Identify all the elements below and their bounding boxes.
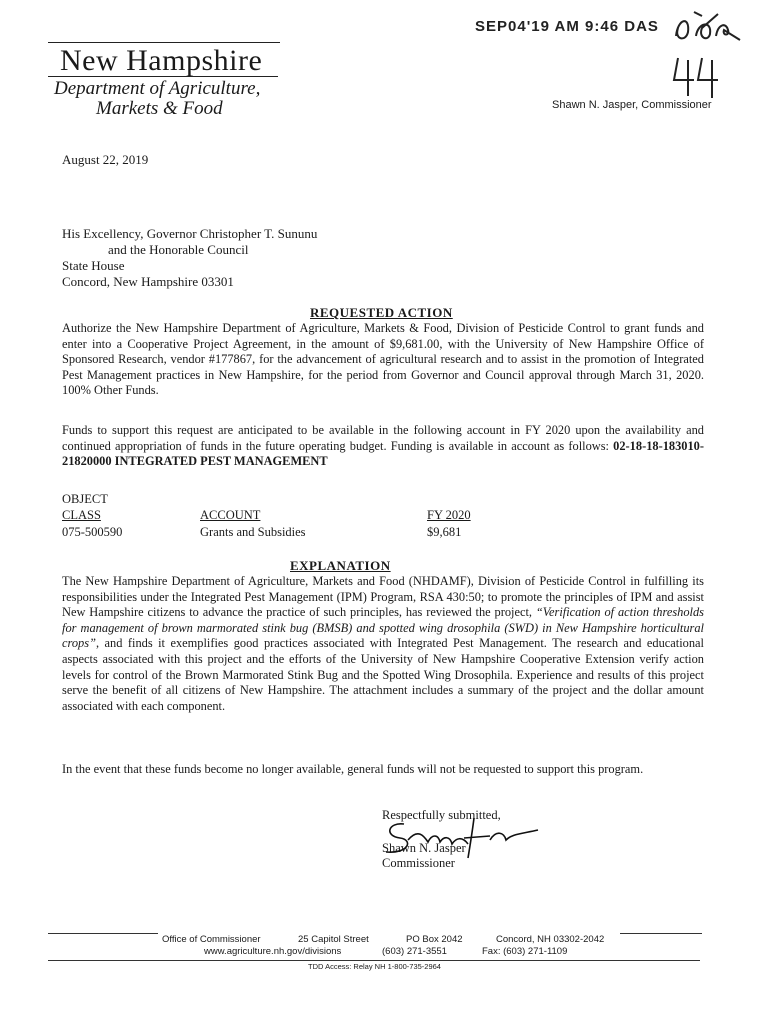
explanation-text-part1: The New Hampshire Department of Agriculture, Markets and Food (NHDAMF), Division of Pesticide Control in fulfilling its responsibilities under the Integrated Pest Management (IPM) Program, RSA 430:50; to promote the principles of IPM and assist New Hampshire citizens to advance the practice of such principles, has reviewed the project, [62, 574, 704, 620]
requested-action-paragraph: Authorize the New Hampshire Department of Agriculture, Markets & Food, Division of Pesticide Control to grant funds and enter into a Cooperative Project Agreement, in the amount of $9,681.00, with the University of New Hampshire Office of Sponsored Research, vendor #177867, for the advancement of agricultural research and to assist in the promotion of Integrated Pest Management practices in New Hampshire, for the period from Governor and Council approval through March 31, 2020. 100% Other Funds. [62, 321, 704, 398]
footer-street: 25 Capitol Street [298, 934, 369, 945]
letterhead-top-rule [48, 42, 280, 43]
footer-rule-left [48, 933, 158, 934]
letterhead-underline-rule [48, 76, 278, 77]
budget-row-amount: $9,681 [427, 525, 462, 539]
handwritten-signature-icon [378, 814, 543, 864]
requested-action-heading: REQUESTED ACTION [310, 305, 453, 320]
footer-rule-right [620, 933, 702, 934]
signature-name: Shawn N. Jasper [382, 840, 466, 855]
explanation-paragraph [62, 574, 704, 714]
explanation-heading: EXPLANATION [290, 558, 391, 573]
footer-fax: Fax: (603) 271-1109 [482, 946, 568, 957]
handwritten-initials-mark [668, 6, 748, 46]
footer-website: www.agriculture.nh.gov/divisions [204, 946, 342, 957]
recipient-line-3: State House [62, 258, 125, 273]
recipient-line-1: His Excellency, Governor Christopher T. Sununu [62, 226, 318, 241]
funding-account-code: 02-18-18-183010-21820000 INTEGRATED PEST MANAGEMENT [62, 438, 705, 469]
recipient-line-4: Concord, New Hampshire 03301 [62, 274, 234, 289]
funding-paragraph [62, 423, 704, 470]
footer-city: Concord, NH 03302-2042 [496, 934, 605, 945]
footer-tdd: TDD Access: Relay NH 1-800-735-2964 [308, 962, 441, 971]
budget-row-class: 075-500590 [62, 525, 123, 539]
footer-rule-bottom [48, 960, 700, 961]
funding-text: Funds to support this request are anticipated to be available in the following account in FY 2020 upon the availability and continued appropriation of funds in the future operating budget. Funding is available in account as follows: [62, 423, 704, 453]
recipient-address-block [62, 226, 317, 290]
signature-title: Commissioner [382, 856, 455, 870]
letter-date: August 22, 2019 [62, 152, 149, 167]
signature-closing: Respectfully submitted, [382, 808, 501, 822]
footer-po-box: PO Box 2042 [406, 934, 463, 945]
budget-account-label: ACCOUNT [200, 508, 261, 522]
letterhead-state-name: New Hampshire [60, 44, 263, 77]
footer-office: Office of Commissioner [162, 934, 261, 945]
footer-phone: (603) 271-3551 [382, 946, 447, 957]
budget-row-account: Grants and Subsidies [200, 525, 306, 539]
letterhead-department-line2: Markets & Food [96, 98, 223, 119]
budget-class-label: CLASS [62, 508, 101, 522]
closing-paragraph: In the event that these funds become no longer available, general funds will not be requested to support this program. [62, 762, 644, 776]
explanation-text-part2: , and finds it exemplifies good practices associated with Integrated Pest Management. The research and educational aspects associated with this project and the efforts of the University of New Hampshire Cooperative Extension verify action levels for control of the Brown Marmorated Stink Bug and the Spotted Wing Drosophila. Experience and results of this project serve the benefit of all citizens of New Hampshire. The attachment includes a summary of the project and the dollar amount associated with each component. [62, 636, 704, 713]
received-date-stamp: SEP04'19 AM 9:46 DAS [475, 18, 659, 35]
letterhead-department-line1: Department of Agriculture, [54, 78, 261, 99]
explanation-project-title: “Verification of action thresholds for management of brown marmorated stink bug (BMSB) and spotted wing drosophila (SWD) in New Hampshire horticultural crops” [62, 605, 705, 651]
handwritten-item-number [668, 52, 728, 102]
budget-object-label: OBJECT [62, 492, 108, 506]
recipient-line-2: and the Honorable Council [108, 242, 249, 257]
budget-fy-label: FY 2020 [427, 508, 471, 522]
letterhead-commissioner: Shawn N. Jasper, Commissioner [552, 99, 712, 111]
